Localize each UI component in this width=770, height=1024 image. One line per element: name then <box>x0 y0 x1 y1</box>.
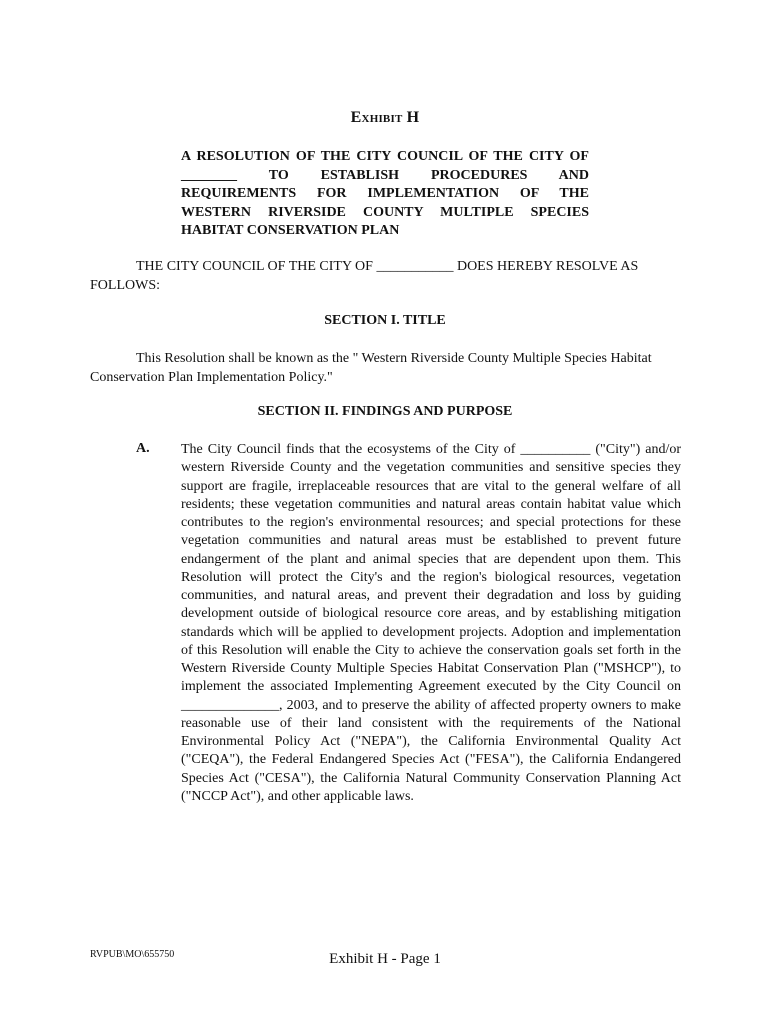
exhibit-title: Exhibit H <box>350 109 420 126</box>
preamble-paragraph: THE CITY COUNCIL OF THE CITY OF ___________ DOES HEREBY RESOLVE AS FOLLOWS: <box>90 259 639 293</box>
resolution-title-line: WESTERN RIVERSIDE COUNTY MULTIPLE SPECIES <box>181 204 589 220</box>
resolution-title-line: ________ TO ESTABLISH PROCEDURES AND <box>181 167 589 183</box>
document-code: RVPUB\MO\655750 <box>90 949 175 960</box>
resolution-title <box>181 148 589 241</box>
section-heading-title: SECTION I. TITLE <box>324 313 446 328</box>
resolution-title-line: REQUIREMENTS FOR IMPLEMENTATION OF THE <box>181 186 589 201</box>
section-title-paragraph: This Resolution shall be known as the " Western Riverside County Multiple Species Habitat Conservation Plan Implementation Policy." <box>90 351 652 385</box>
item-a-label: A. <box>136 441 150 456</box>
page-number-label: Exhibit H - Page 1 <box>329 951 441 967</box>
section-heading-findings: SECTION II. FINDINGS AND PURPOSE <box>257 404 513 419</box>
item-a-paragraph: The City Council finds that the ecosystems of the City of __________ ("City") and/or western Riverside County and the vegetation communities and sensitive species they support are fragile, irreplaceable resources that are vital to the general welfare of all residents; these vegetation communities and natural areas contain habitat value which contributes to the region's environmental resources; and special protections for these vegetation communities and natural areas must be established to prevent future endangerment of the plant and animal species that are dependent upon them. This Resolution will protect the City's and the region's biological resources, vegetation communities, and natural areas, and prevent their degradation and loss by guiding development outside of biological resource core areas, and by establishing mitigation standards which will be applied to development projects. Adoption and implementation of this Resolution will enable the City to achieve the conservation goals set forth in the Western Riverside County Multiple Species Habitat Conservation Plan ("MSHCP"), to implement the associated Implementing Agreement executed by the City Council on ______________, 2003, and to preserve the ability of affected property owners to make reasonable use of their land consistent with the requirements of the National Environmental Policy Act ("NEPA"), the California Environmental Quality Act ("CEQA"), the Federal Endangered Species Act ("FESA"), the California Endangered Species Act ("CESA"), the California Natural Community Conservation Planning Act ("NCCP Act"), and other applicable laws. <box>181 442 681 804</box>
resolution-title-line: HABITAT CONSERVATION PLAN <box>181 223 400 238</box>
resolution-title-line: A RESOLUTION OF THE CITY COUNCIL OF THE CITY OF <box>181 149 589 164</box>
